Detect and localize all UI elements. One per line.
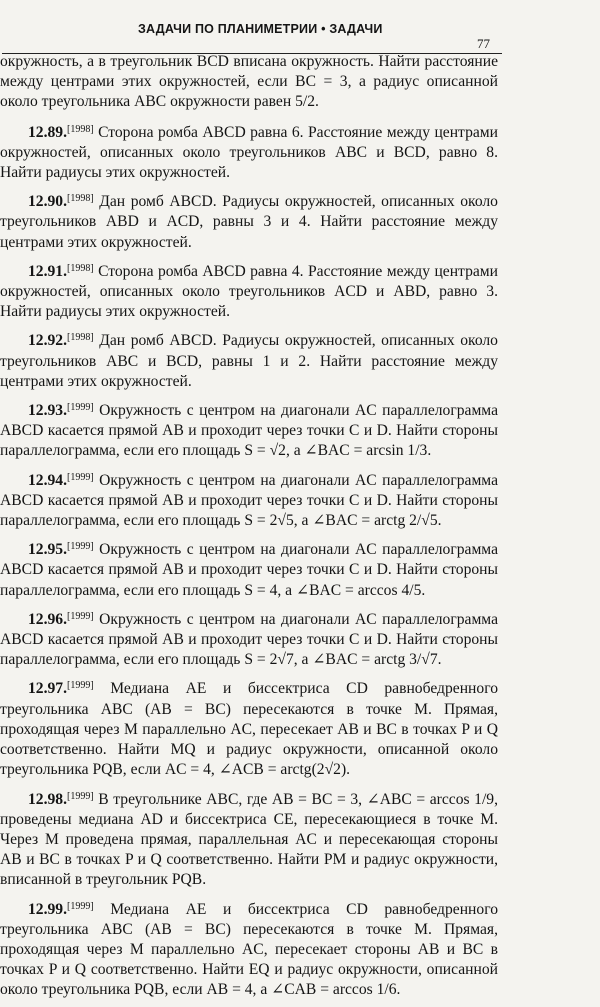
- problem-12-91: [0, 259, 498, 323]
- problem-year: [1998]: [66, 262, 94, 274]
- problem-year: [1999]: [66, 790, 94, 802]
- problem-12-99: [0, 897, 498, 1001]
- problem-year: [1998]: [66, 123, 94, 135]
- problem-year: [1998]: [66, 193, 94, 205]
- problem-text: Окружность с центром на диагонали AC параллелограмма ABCD касается прямой AB и проходит через точки C и D. Найти стороны параллелограмма, если его площадь S = 4, а ∠BAC = arccos 4/5.: [0, 541, 498, 599]
- problem-text: Окружность с центром на диагонали AC параллелограмма ABCD касается прямой AB и проходит через точки C и D. Найти стороны параллелограмма, если его площадь S = √2, а ∠BAC = arcsin 1/3.: [0, 402, 498, 460]
- problem-year: [1999]: [66, 471, 94, 483]
- problem-number: 12.93.: [28, 402, 67, 420]
- problem-list: [0, 52, 498, 1007]
- problem-text: Медиана AE и биссектриса CD равнобедренного треугольника ABC (AB = BC) пересекаются в точке M. Прямая, проходящая через M параллельно AC, пересекает AB и BC в точках P и Q соответственно. Найти MQ и радиус окружности, описанной около треугольника PQB, если AC = 4, ∠ACB = arctg(2√2).: [0, 680, 498, 779]
- problem-12-93: [0, 398, 498, 462]
- problem-year: [1999]: [66, 402, 94, 414]
- problem-number: 12.92.: [28, 332, 67, 350]
- problem-12-92: [0, 328, 498, 392]
- problem-text: Медиана AE и биссектриса CD равнобедренного треугольника ABC (AB = BC) пересекаются в точке M. Прямая, проходящая через M параллельно AC, пересекает стороны AB и BC в точках P и Q соответственно. Найти EQ и радиус окружности, описанной около треугольника PQB, если AB = 4, а ∠CAB = arccos 1/6.: [0, 900, 498, 999]
- problem-text: окружность, а в треугольник BCD вписана окружность. Найти расстояние между центрами этих окружностей, если BC = 3, а радиус описанной около треугольника ABC окружности равен 5/2.: [0, 53, 498, 111]
- problem-number: 12.98.: [28, 790, 67, 808]
- problem-text: Сторона ромба ABCD равна 4. Расстояние между центрами окружностей, описанных около треугольников ACD и ABD, равно 3. Найти радиусы этих окружностей.: [0, 262, 498, 321]
- problem-number: 12.90.: [28, 193, 67, 211]
- problem-text: Окружность с центром на диагонали AC параллелограмма ABCD касается прямой AB и проходит через точки C и D. Найти стороны параллелограмма, если его площадь S = 2√7, а ∠BAC = arctg 3/√7.: [0, 610, 498, 669]
- problem-text: В треугольнике ABC, где AB = BC = 3, ∠ABC = arccos 1/9, проведены медиана AD и биссектриса CE, пересекающиеся в точке M. Через M проведена прямая, параллельная AC и пересекающая стороны AB и BC в точках P и Q соответственно. Найти PM и радиус окружности, вписанной в треугольник PQB.: [0, 790, 499, 889]
- problem-text: Дан ромб ABCD. Радиусы окружностей, описанных около треугольников ABC и BCD, равны 1 и 2. Найти расстояние между центрами этих окружностей.: [0, 332, 498, 390]
- problem-number: 12.91.: [28, 262, 67, 280]
- problem-year: [1999]: [66, 541, 94, 553]
- problem-year: [1999]: [66, 680, 94, 692]
- problem-12-95: [0, 537, 498, 601]
- problem-12-90: [0, 189, 498, 253]
- problem-year: [1999]: [66, 900, 94, 912]
- problem-number: 12.97.: [28, 680, 67, 698]
- problem-number: 12.99.: [28, 900, 67, 918]
- problem-12-98: [0, 787, 498, 891]
- problem-text: Окружность с центром на диагонали AC параллелограмма ABCD касается прямой AB и проходит через точки C и D. Найти стороны параллелограмма, если его площадь S = 2√5, а ∠BAC = arctg 2/√5.: [0, 471, 498, 530]
- problem-year: [1999]: [66, 610, 94, 622]
- problem-number: 12.96.: [28, 610, 67, 628]
- problem-number: 12.95.: [28, 541, 67, 559]
- problem-year: [1998]: [66, 332, 94, 344]
- problem-text: Дан ромб ABCD. Радиусы окружностей, описанных около треугольников ABD и ACD, равны 3 и 4. Найти расстояние между центрами этих окружностей.: [0, 193, 498, 251]
- page-number: 77: [477, 36, 490, 51]
- problem-continuation: [0, 52, 498, 113]
- problem-number: 12.94.: [28, 471, 67, 489]
- running-head: ЗАДАЧИ ПО ПЛАНИМЕТРИИ • ЗАДАЧИ: [138, 22, 383, 36]
- problem-text: Сторона ромба ABCD равна 6. Расстояние между центрами окружностей, описанных около треугольников ABC и BCD, равно 8. Найти радиусы этих окружностей.: [0, 123, 498, 182]
- problem-12-97: [0, 676, 498, 780]
- problem-12-94: [0, 468, 498, 532]
- problem-number: 12.89.: [28, 123, 67, 141]
- page-header: [0, 8, 600, 51]
- problem-12-89: [0, 120, 498, 184]
- problem-12-96: [0, 607, 498, 671]
